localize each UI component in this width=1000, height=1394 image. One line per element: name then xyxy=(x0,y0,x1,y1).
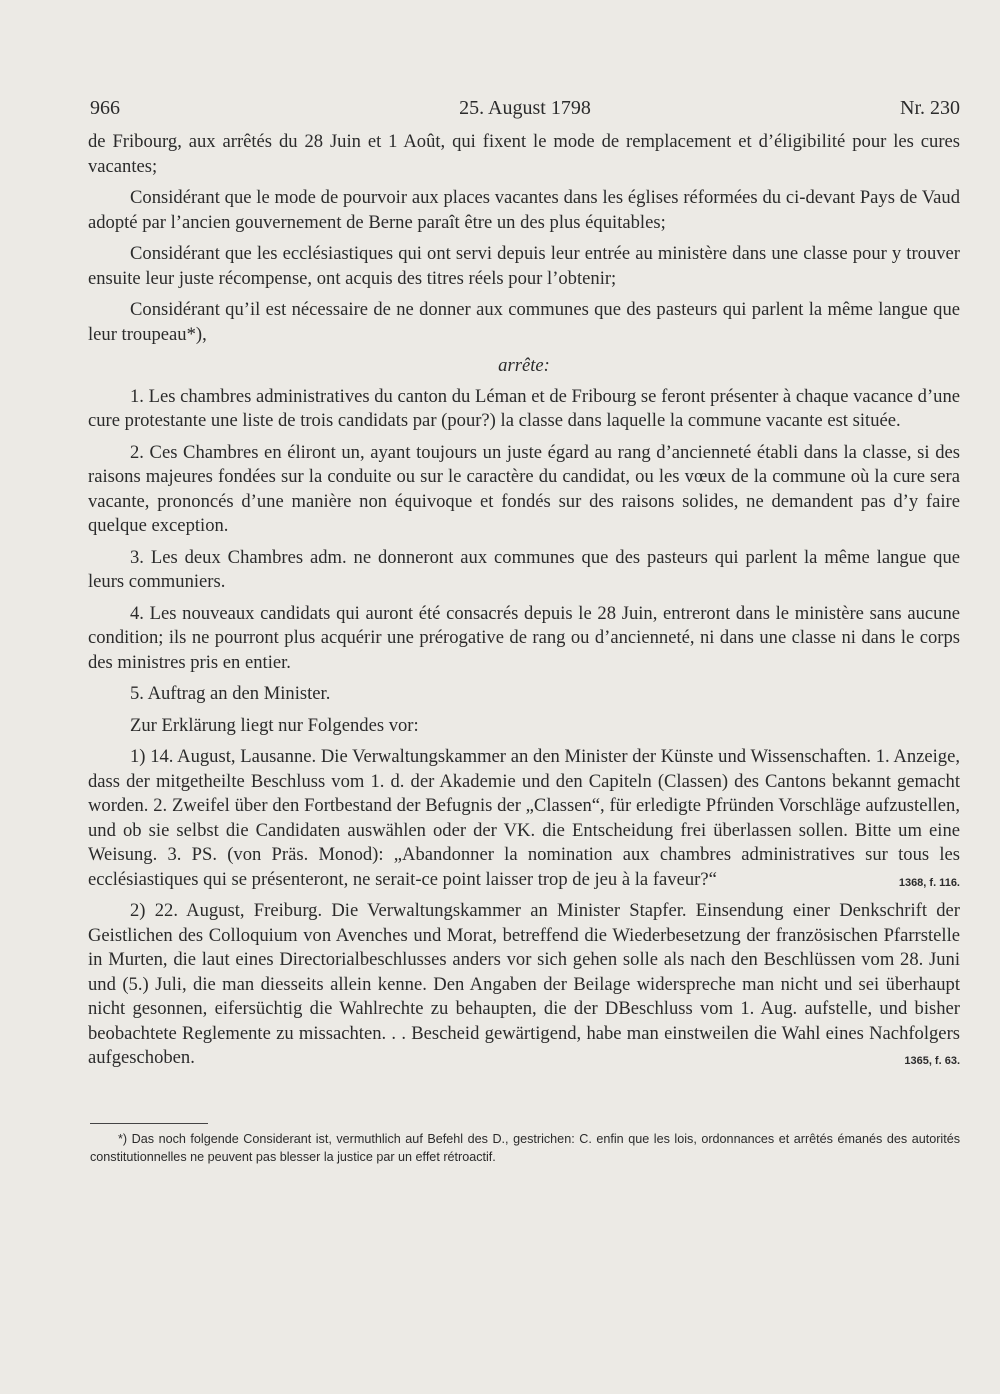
paragraph-intro: de Fribourg, aux arrêtés du 28 Juin et 1 Août, qui fixent le mode de remplacement et d’éligibilité pour les cures vacantes; xyxy=(88,131,960,177)
document-number: Nr. 230 xyxy=(900,97,960,119)
considerant-3: Considérant qu’il est nécessaire de ne donner aux communes que des pasteurs qui parlent la même langue que leur troupeau*), xyxy=(88,299,960,345)
page-header xyxy=(90,97,960,123)
page-number: 966 xyxy=(90,97,120,119)
article-3: 3. Les deux Chambres adm. ne donneront aux communes que des pasteurs qui parlent la même langue que leurs communiers. xyxy=(88,546,960,592)
explanation-2 xyxy=(88,899,960,1071)
arrete-heading: arrête: xyxy=(498,355,550,376)
explanation-1-text: 1) 14. August, Lausanne. Die Verwaltungskammer an den Minister der Künste und Wissenschaften. 1. Anzeige, dass der mitgetheilte Beschluss vom 1. d. der Akademie und den Capiteln (Classen) des Cantons bekannt gemacht worden. 2. Zweifel über den Fortbestand der Befugnis der „Classen“, für erledigte Pfründen Vorschläge aufzustellen, und ob sie selbst die Candidaten auswählen oder der VK. die Entscheidung frei überlassen sollen. Bitte um eine Weisung. 3. PS. (von Präs. Monod): „Abandonner la nomination aux chambres administratives sur tous les ecclésiastiques qui se présenteront, ne serait-ce point laisser trop de jeu à la faveur?“ xyxy=(88,746,960,890)
article-4: 4. Les nouveaux candidats qui auront été consacrés depuis le 28 Juin, entreront dans le ministère sans aucune condition; ils ne pourront plus acquérir une prérogative de rang ou d’ancienneté, ni dans une classe ni dans le corps des ministres pris en entier. xyxy=(88,602,960,673)
header-date: 25. August 1798 xyxy=(459,97,591,119)
considerant-1: Considérant que le mode de pourvoir aux places vacantes dans les églises réformées du ci-devant Pays de Vaud adopté par l’ancien gouvernement de Berne paraît être un des plus équitables; xyxy=(88,187,960,233)
explanation-intro: Zur Erklärung liegt nur Folgendes vor: xyxy=(130,714,419,736)
article-1: 1. Les chambres administratives du canton du Léman et de Fribourg se feront présenter à chaque vacance d’une cure protestante une liste de trois candidats par (pour?) la classe dans laquelle la commune vacante est située. xyxy=(88,385,960,431)
considerant-2: Considérant que les ecclésiastiques qui ont servi depuis leur entrée au ministère dans une classe pour y trouver ensuite leur juste récompense, ont acquis des titres réels pour l’obtenir; xyxy=(88,243,960,289)
explanation-2-text: 2) 22. August, Freiburg. Die Verwaltungskammer an Minister Stapfer. Einsendung einer Denkschrift der Geistlichen des Colloquium von Avenches und Morat, betreffend die Wiederbesetzung der französischen Pfarrstelle in Murten, die laut eines Directorialbeschlusses anders vor sich gehen solle als nach den Beschlüssen vom 28. Juni und (5.) Juli, die man diesseits allein kenne. Den Angaben der Beilage widerspreche man nicht und sei überhaupt nicht gesonnen, eifersüchtig die Wahlrechte zu behaupten, die der DBeschluss vom 1. Aug. aufstelle, und bisher beobachtete Reglemente zu missachten. . . Bescheid gewärtigend, habe man einstweilen die Wahl eines Nachfolgers aufgeschoben. xyxy=(88,900,960,1068)
archive-reference: 1368, f. 116. xyxy=(898,876,960,889)
archive-reference: 1365, f. 63. xyxy=(904,1055,960,1067)
article-5: 5. Auftrag an den Minister. xyxy=(130,683,331,704)
main-text xyxy=(88,130,960,1078)
footnote: *) Das noch folgende Considerant ist, vermuthlich auf Befehl des D., gestrichen: C. enfin que les lois, ordonnances et arrêtés émanés des autorités constitutionnelles ne peuvent pas blesser la justice par un effet rétroactif. xyxy=(90,1132,960,1164)
article-2: 2. Ces Chambres en éliront un, ayant toujours un juste égard au rang d’ancienneté établi dans la classe, si des raisons majeures fondées sur la conduite ou sur le caractère du candidat, ou les vœux de la commune où la cure sera vacante, prononcés d’une manière non équivoque et fondés sur des raisons solides, ne demandent pas d’y faire quelque exception. xyxy=(88,441,960,536)
explanation-1 xyxy=(88,745,960,892)
footnote-divider xyxy=(90,1123,208,1124)
